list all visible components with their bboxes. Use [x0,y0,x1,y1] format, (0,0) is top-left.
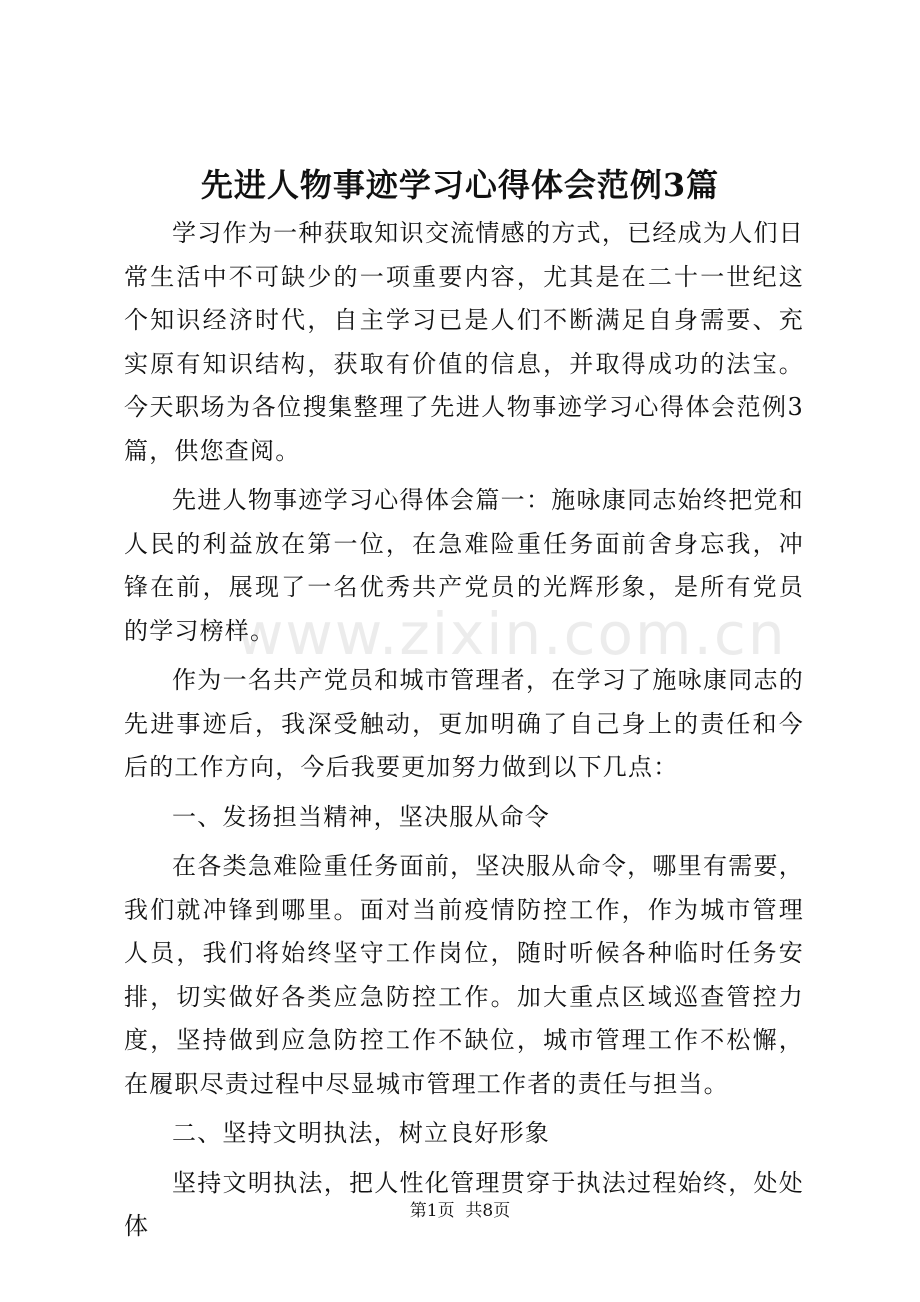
watermark: www.zixin.com.cn [236,600,787,668]
body-paragraph: 坚持文明执法，把人性化管理贯穿于执法过程始终，处处体 [124,1168,804,1240]
body-paragraph: 作为一名共产党员和城市管理者，在学习了施咏康同志的先进事迹后，我深受触动，更加明确了自己身上的责任和今后的工作方向，今后我要更加努力做到以下几点： [124,666,804,781]
total-pages: 共8页 [465,1201,511,1221]
document-title: 先进人物事迹学习心得体会范例3篇 [200,166,720,204]
article-one-paragraph: 先进人物事迹学习心得体会篇一：施咏康同志始终把党和人民的利益放在第一位，在急难险重任务面前舍身忘我，冲锋在前，展现了一名优秀共产党员的光辉形象，是所有党员的学习榜样。 [124,486,804,645]
body-paragraph: 在各类急难险重任务面前，坚决服从命令，哪里有需要，我们就冲锋到哪里。面对当前疫情防控工作，作为城市管理人员，我们将始终坚守工作岗位，随时听候各种临时任务安排，切实做好各类应急防控工作。加大重点区域巡查管控力度，坚持做到应急防控工作不缺位，城市管理工作不松懈，在履职尽责过程中尽显城市管理工作者的责任与担当。 [124,852,804,1098]
document-body [124,212,804,1255]
page-number: 第1页 [409,1201,455,1221]
page-footer [0,1198,920,1224]
section-heading: 二、坚持文明执法，树立良好形象 [172,1119,550,1147]
intro-paragraph: 学习作为一种获取知识交流情感的方式，已经成为人们日常生活中不可缺少的一项重要内容，尤其是在二十一世纪这个知识经济时代，自主学习已是人们不断满足自身需要、充实原有知识结构，获取有价值的信息，并取得成功的法宝。今天职场为各位搜集整理了先进人物事迹学习心得体会范例3篇，供您查阅。 [124,219,804,465]
section-heading: 一、发扬担当精神，坚决服从命令 [172,802,550,831]
